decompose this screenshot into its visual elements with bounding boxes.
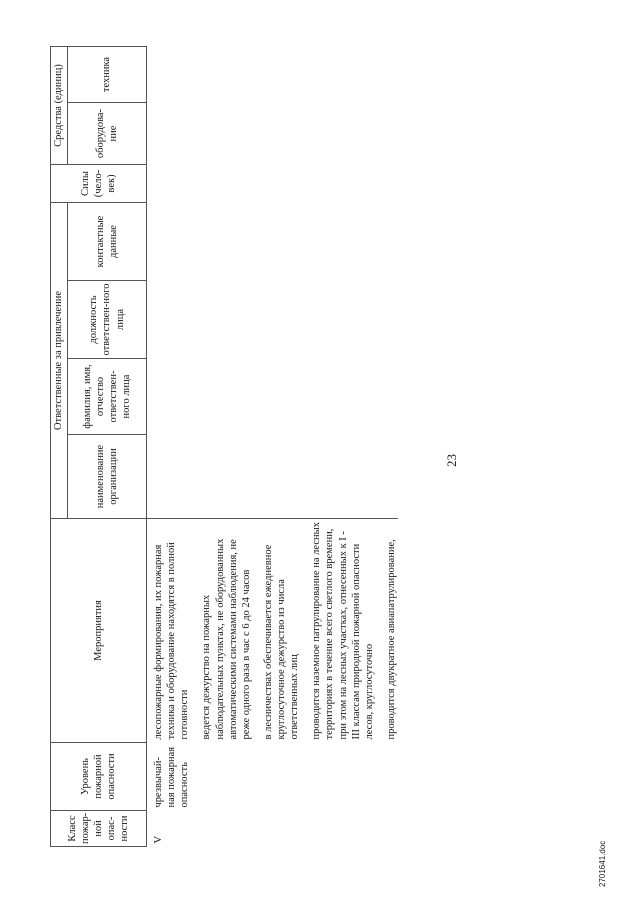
row-forces (147, 165, 399, 203)
header-contacts: контактные данные (68, 203, 147, 281)
row-org-name (147, 435, 399, 519)
row-position (147, 281, 399, 359)
header-position: должность ответствен-ного лица (68, 281, 147, 359)
fire-danger-measures-table (50, 46, 398, 847)
measure-item: ведется дежурство на пожарных наблюдательных пунктах, не оборудованных автоматическими системами наблюдения, не реже одного раза в час с 6 до 24 часов (201, 538, 252, 740)
row-machinery (147, 47, 399, 103)
row-equipment (147, 103, 399, 165)
measure-item: проводится наземное патрулирование на лесных территориях в течение всего светлого времени, при этом на лесных участках, отнесенных к I - III классам природной пожарной опасности лесов, круглосуточно (311, 522, 375, 740)
header-equipment: оборудова-ние (68, 103, 147, 165)
row-measures (147, 519, 399, 743)
measure-item: проводится двукратное авиапатрулирование, (385, 539, 397, 740)
header-measures: Мероприятия (51, 519, 147, 743)
page-number: 23 (444, 454, 459, 467)
header-responsible: Ответственные за привлечение (51, 203, 68, 519)
row-level: чрезвычай-ная пожарная опасность (153, 746, 191, 808)
header-forces: Силы (чело-век) (51, 165, 147, 203)
measure-item: лесопожарные формирования, их пожарная техника и оборудование находятся в полной готовности (153, 542, 191, 740)
header-machinery: техника (68, 47, 147, 103)
measure-item: в лесничествах обеспечивается ежедневное круглосуточное дежурство из числа ответственных лиц (262, 544, 301, 740)
header-level: Уровень пожарной опасности (51, 743, 147, 811)
header-person-name: фамилия, имя, отчество ответствен-ного лица (68, 359, 147, 435)
row-class: V (153, 835, 164, 844)
header-org-name: наименование организации (68, 435, 147, 519)
header-means: Средства (единиц) (51, 47, 68, 165)
header-class: Класс пожар-ной опас-ности (51, 811, 147, 847)
footer-filename: 2701641.doc (598, 840, 607, 887)
row-person-name (147, 359, 399, 435)
row-contacts (147, 203, 399, 281)
table-row (147, 47, 399, 847)
